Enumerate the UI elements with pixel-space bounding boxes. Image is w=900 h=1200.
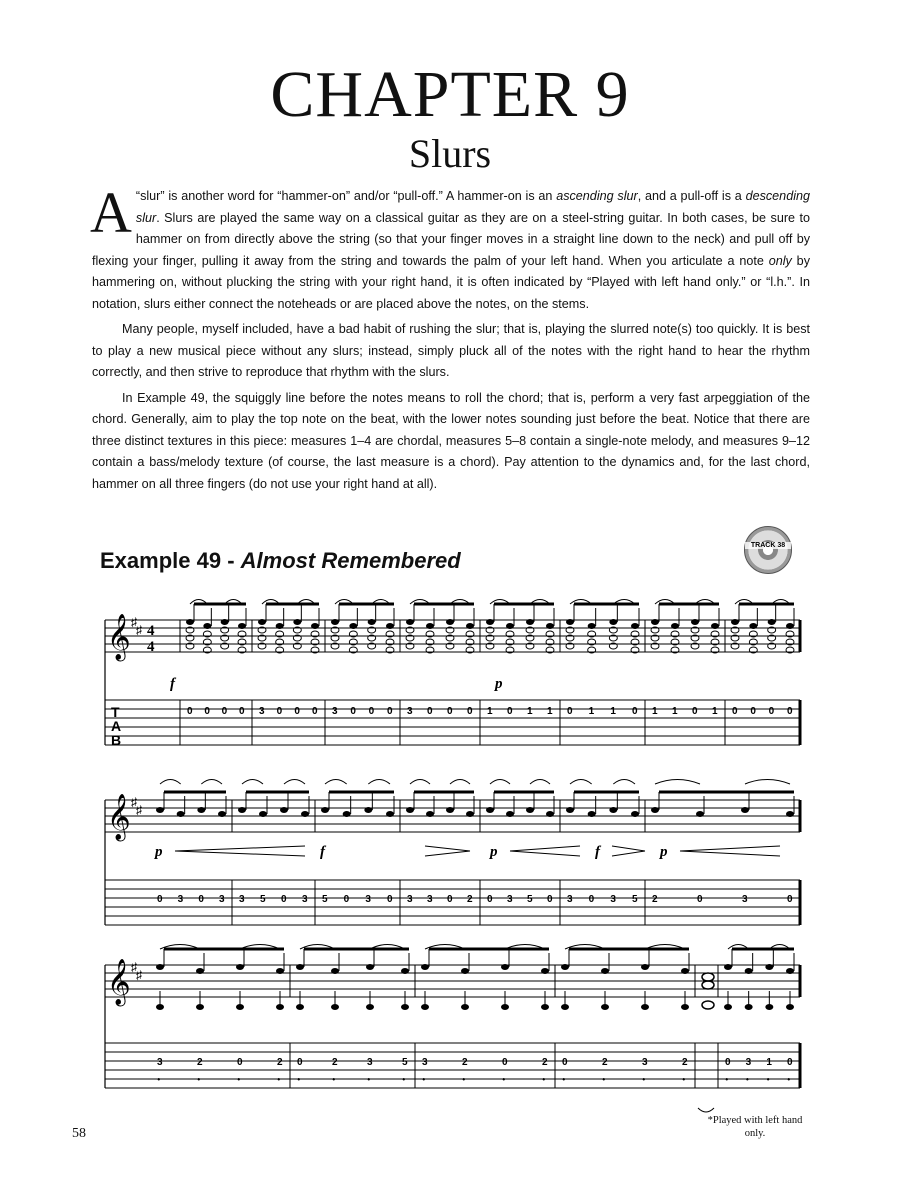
slur-arc (368, 780, 390, 785)
slur-arc (284, 780, 305, 785)
tab-number: 0 (368, 706, 375, 717)
tab-number: 5 (402, 1057, 408, 1068)
tab-number: 0 (157, 894, 163, 905)
tab-number: 0 (350, 706, 356, 717)
note-head (156, 964, 164, 970)
slur-arc (201, 780, 222, 785)
bass-note (331, 1004, 339, 1010)
sharp-icon: ♯ (136, 968, 142, 982)
tab-number: 5 (322, 894, 328, 905)
crescendo-hairpin (510, 851, 580, 856)
tab-number: 5 (260, 894, 266, 905)
note-head (446, 807, 454, 813)
bass-note (236, 1004, 244, 1010)
note-head (724, 964, 732, 970)
sharp-icon: ♯ (131, 795, 137, 809)
note-head (588, 811, 596, 817)
bass-note (681, 1004, 689, 1010)
bass-note (196, 1004, 204, 1010)
note-head (368, 619, 376, 625)
note-head (501, 964, 509, 970)
tab-number: 1 (527, 706, 533, 717)
tab-number: 0 (562, 1057, 568, 1068)
slur-arc (655, 780, 700, 785)
note-head (561, 964, 569, 970)
tab-number: 1 (766, 1057, 772, 1068)
note-head (331, 619, 339, 625)
note-head (218, 811, 226, 817)
crescendo-hairpin (680, 846, 780, 851)
page-number: 58 (72, 1126, 86, 1141)
tab-bass-dot: • (602, 1075, 606, 1086)
sharp-icon: ♯ (131, 615, 137, 629)
tab-number: 0 (187, 706, 193, 717)
note-head (731, 619, 739, 625)
tab-bass-dot: • (332, 1075, 336, 1086)
tab-number: 3 (407, 706, 413, 717)
treble-clef-icon: 𝄞 (107, 794, 131, 839)
note-head (671, 623, 679, 629)
tab-bass-dot: • (502, 1075, 506, 1086)
slur-arc (490, 780, 510, 785)
tab-number: 3 (427, 894, 433, 905)
tab-number: 2 (462, 1057, 468, 1068)
diminuendo-hairpin (425, 851, 470, 856)
slur-arc (410, 780, 430, 785)
tab-number: 3 (239, 894, 245, 905)
bass-note (561, 1004, 569, 1010)
note-head (258, 619, 266, 625)
paragraph-3: In Example 49, the squiggly line before the notes means to roll the chord; that is, perform a very fast arpeggiation of the chord. Generally, aim to play the top note on the beat, with the lower notes sounding just before the beat. Notice that there are three distinct textures in this piece: measures 1–4 are chordal, measures 5–8 contain a single-note melody, and measures 9–12 contain a bass/melody texture (of course, the last measure is a chord). Pay attention to the dynamics and, for the last chord, hammer on all three fingers (do not use your right hand at all). (92, 390, 810, 491)
paragraph-2: Many people, myself included, have a bad habit of rushing the slur; that is, playing the slurred note(s) too quickly. It is best to play a new musical piece without any slurs; instead, simply pluck all of the notes with the right hand to hear the rhythm correctly, and then strive to reproduce that rhythm with the slurs. (92, 322, 810, 379)
note-head (386, 811, 394, 817)
tab-number: 0 (237, 1057, 243, 1068)
tab-number: 1 (547, 706, 553, 717)
final-chord-note (702, 1001, 714, 1009)
note-head (446, 619, 454, 625)
tab-bass-dot: • (642, 1075, 646, 1086)
tab-number: 3 (367, 1057, 373, 1068)
tab-number: 0 (547, 894, 553, 905)
chapter-subtitle: Slurs (408, 131, 492, 176)
bass-note (541, 1004, 549, 1010)
tab-number: 3 (302, 894, 308, 905)
bass-note (641, 1004, 649, 1010)
note-head (786, 811, 794, 817)
p1-emphasis-1: ascending slur (556, 189, 638, 203)
note-head (311, 623, 319, 629)
dynamic-marking: p (495, 676, 503, 692)
dynamic-marking: p (660, 844, 668, 860)
tab-bass-dot: • (367, 1075, 371, 1086)
tab-bass-dot: • (682, 1075, 686, 1086)
diminuendo-hairpin (612, 846, 645, 851)
bass-note (601, 1004, 609, 1010)
bass-note (501, 1004, 509, 1010)
dynamic-marking: f (595, 844, 600, 860)
dynamic-marking: f (320, 844, 325, 860)
note-head (386, 623, 394, 629)
tab-number: 0 (467, 706, 473, 717)
slur-arc (242, 780, 263, 785)
tab-number: 2 (332, 1057, 338, 1068)
tab-number: 0 (692, 706, 698, 717)
tab-number: 1 (588, 706, 595, 717)
tab-number: 0 (787, 706, 793, 717)
tab-number: 2 (197, 1057, 203, 1068)
note-head (546, 623, 554, 629)
note-head (601, 968, 609, 974)
note-head (301, 811, 309, 817)
note-head (526, 619, 534, 625)
note-head (486, 807, 494, 813)
bass-note (421, 1004, 429, 1010)
note-head (203, 623, 211, 629)
note-head (197, 807, 205, 813)
tab-number: 0 (787, 894, 793, 905)
note-head (364, 807, 372, 813)
tab-number: 3 (365, 894, 371, 905)
tab-number: 1 (652, 706, 658, 717)
note-head (749, 623, 757, 629)
note-head (786, 968, 794, 974)
tab-bass-dot: • (462, 1075, 466, 1086)
note-head (631, 811, 639, 817)
tab-number: 0 (447, 894, 453, 905)
tab-number: 3 (157, 1057, 163, 1068)
bass-note (366, 1004, 374, 1010)
tab-number: 3 (407, 894, 413, 905)
time-signature-bottom: 4 (147, 639, 155, 655)
tab-number: 2 (277, 1057, 283, 1068)
p1-text-d: by hammering on, without plucking the string with your right hand, it is often indicated by “Played with left hand only.” or “l.h.”. In notation, slurs either connect the noteheads or are placed above the notes, on the stems. (92, 253, 810, 311)
tab-number: 3 (177, 894, 184, 905)
tab-number: 0 (427, 706, 433, 717)
treble-clef-icon: 𝄞 (107, 959, 131, 1004)
tab-number: 0 (768, 706, 775, 717)
note-head (741, 807, 749, 813)
note-head (566, 619, 574, 625)
note-head (276, 623, 284, 629)
tab-number: 0 (487, 894, 493, 905)
note-head (486, 619, 494, 625)
tab-number: 0 (447, 706, 453, 717)
tab-number: 2 (542, 1057, 548, 1068)
tab-bass-dot: • (277, 1075, 281, 1086)
tab-number: 3 (259, 706, 265, 717)
bass-note (786, 1004, 794, 1010)
p1-emphasis-3: only (768, 253, 792, 268)
tab-number: 0 (732, 706, 738, 717)
tab-number: 1 (672, 706, 678, 717)
note-head (609, 619, 617, 625)
slur-arc (530, 780, 550, 785)
tab-number: 5 (632, 894, 638, 905)
tab-number: 2 (682, 1057, 688, 1068)
bass-note (765, 1004, 773, 1010)
tab-number: 0 (343, 894, 350, 905)
crescendo-hairpin (175, 846, 305, 851)
note-head (406, 619, 414, 625)
tab-number: 3 (642, 1057, 648, 1068)
note-head (711, 623, 719, 629)
tab-bass-dot: • (157, 1075, 161, 1086)
bass-note (724, 1004, 732, 1010)
note-head (696, 811, 704, 817)
note-head (406, 807, 414, 813)
tab-letter: T (111, 704, 120, 720)
bass-note (745, 1004, 753, 1010)
tab-number: 0 (725, 1057, 731, 1068)
note-head (349, 623, 357, 629)
note-head (588, 623, 596, 629)
tab-number: 0 (239, 706, 245, 717)
note-head (280, 807, 288, 813)
dynamic-marking: p (155, 844, 163, 860)
drop-cap: A (90, 180, 132, 245)
tab-number: 3 (219, 894, 225, 905)
sharp-icon: ♯ (131, 960, 137, 974)
note-head (541, 968, 549, 974)
dynamic-marking: p (490, 844, 498, 860)
tab-number: 0 (502, 1057, 508, 1068)
note-head (651, 619, 659, 625)
tab-bass-dot: • (402, 1075, 406, 1086)
note-head (186, 619, 194, 625)
tab-number: 5 (527, 894, 533, 905)
note-head (156, 807, 164, 813)
note-head (236, 964, 244, 970)
tab-number: 3 (567, 894, 573, 905)
final-chord-note (702, 973, 714, 981)
tab-number: 0 (567, 706, 573, 717)
tab-number: 3 (332, 706, 338, 717)
note-head (238, 807, 246, 813)
note-head (177, 811, 185, 817)
note-head (293, 619, 301, 625)
crescendo-hairpin (680, 851, 780, 856)
tab-number: 0 (787, 1057, 793, 1068)
tab-number: 3 (507, 894, 513, 905)
tab-number: 0 (198, 894, 204, 905)
slur-arc (570, 780, 592, 785)
tab-bass-dot: • (725, 1075, 729, 1086)
note-head (296, 964, 304, 970)
example-title: Almost Remembered (240, 548, 461, 573)
note-head (546, 811, 554, 817)
tab-bass-dot: • (766, 1075, 770, 1086)
note-head (566, 807, 574, 813)
note-head (196, 968, 204, 974)
note-head (426, 811, 434, 817)
tab-number: 0 (507, 706, 513, 717)
tab-number: 0 (697, 894, 703, 905)
p1-emphasis-2: descending slur (135, 189, 810, 225)
note-head (426, 623, 434, 629)
tab-number: 0 (312, 706, 318, 717)
note-head (461, 968, 469, 974)
tab-bass-dot: • (562, 1075, 566, 1086)
bass-note (401, 1004, 409, 1010)
note-head (526, 807, 534, 813)
note-head (506, 623, 514, 629)
tab-number: 1 (610, 706, 616, 717)
tab-number: 3 (610, 894, 616, 905)
time-signature-top: 4 (147, 623, 155, 639)
tab-bass-dot: • (422, 1075, 426, 1086)
sharp-icon: ♯ (136, 623, 142, 637)
bass-note (461, 1004, 469, 1010)
slur-arc (325, 780, 347, 785)
note-head (238, 623, 246, 629)
p1-text-a: “slur” is another word for “hammer-on” and/or “pull-off.” A hammer-on is an (135, 189, 557, 203)
tab-number: 3 (742, 894, 748, 905)
tab-number: 2 (467, 894, 473, 905)
tab-number: 0 (221, 706, 228, 717)
note-head (691, 619, 699, 625)
treble-clef-icon: 𝄞 (107, 614, 131, 659)
p1-text-c: . Slurs are played the same way on a classical guitar as they are on a steel-string guitar. In both cases, be sure to hammer on from directly above the string (so that your finger moves in a straight line down to the neck) and pull off by flexing your finger, pulling it away from the string and towards the palm of your left hand. When you articulate a note (92, 210, 810, 268)
note-head (276, 968, 284, 974)
tab-number: 0 (297, 1057, 303, 1068)
sharp-icon: ♯ (136, 803, 142, 817)
note-head (466, 811, 474, 817)
diminuendo-hairpin (612, 851, 645, 856)
tab-number: 0 (750, 706, 756, 717)
tab-number: 0 (281, 894, 287, 905)
note-head (321, 807, 329, 813)
slur-arc (450, 780, 470, 785)
example-label: Example 49 - (100, 548, 241, 573)
note-head (343, 811, 351, 817)
tab-number: 1 (487, 706, 493, 717)
tab-letter: B (111, 732, 122, 748)
note-head (641, 964, 649, 970)
p1-text-b: , and a pull-off is a (637, 189, 746, 203)
diminuendo-hairpin (425, 846, 470, 851)
note-head (631, 623, 639, 629)
note-head (609, 807, 617, 813)
note-head (765, 964, 773, 970)
tab-number: 3 (422, 1057, 428, 1068)
tab-letter: A (111, 718, 122, 734)
crescendo-hairpin (175, 851, 305, 856)
tab-bass-dot: • (745, 1075, 750, 1086)
bass-note (156, 1004, 164, 1010)
tab-number: 3 (745, 1057, 752, 1068)
slur-arc (160, 780, 181, 785)
dynamic-marking: f (170, 676, 175, 692)
tab-number: 1 (712, 706, 718, 717)
note-head (506, 811, 514, 817)
tab-number: 0 (387, 894, 393, 905)
tab-number: 0 (588, 894, 595, 905)
tab-bass-dot: • (787, 1075, 791, 1086)
tab-number: 2 (602, 1057, 608, 1068)
tab-number: 0 (204, 706, 210, 717)
note-head (401, 968, 409, 974)
note-head (768, 619, 776, 625)
note-head (786, 623, 794, 629)
slur-arc (613, 780, 635, 785)
tab-bass-dot: • (237, 1075, 241, 1086)
tab-number: 2 (652, 894, 658, 905)
bass-note (296, 1004, 304, 1010)
chapter-title: CHAPTER 9 (270, 58, 630, 131)
tab-number: 0 (276, 706, 283, 717)
note-head (466, 623, 474, 629)
tab-bass-dot: • (542, 1075, 546, 1086)
tab-number: 0 (632, 706, 638, 717)
tab-bass-dot: • (197, 1075, 201, 1086)
tab-bass-dot: • (297, 1075, 301, 1086)
note-head (259, 811, 267, 817)
note-head (681, 968, 689, 974)
note-head (366, 964, 374, 970)
slur-arc (745, 780, 790, 785)
footnote: *Played with left hand only. (707, 1115, 803, 1139)
tab-number: 0 (387, 706, 393, 717)
note-head (421, 964, 429, 970)
track-label: TRACK 38 (745, 542, 791, 549)
note-head (745, 968, 753, 974)
note-head (651, 807, 659, 813)
note-head (331, 968, 339, 974)
bass-note (276, 1004, 284, 1010)
crescendo-hairpin (510, 846, 580, 851)
final-tie-arc (698, 1108, 714, 1112)
tab-number: 0 (294, 706, 300, 717)
note-head (221, 619, 229, 625)
final-chord-note (702, 981, 714, 989)
